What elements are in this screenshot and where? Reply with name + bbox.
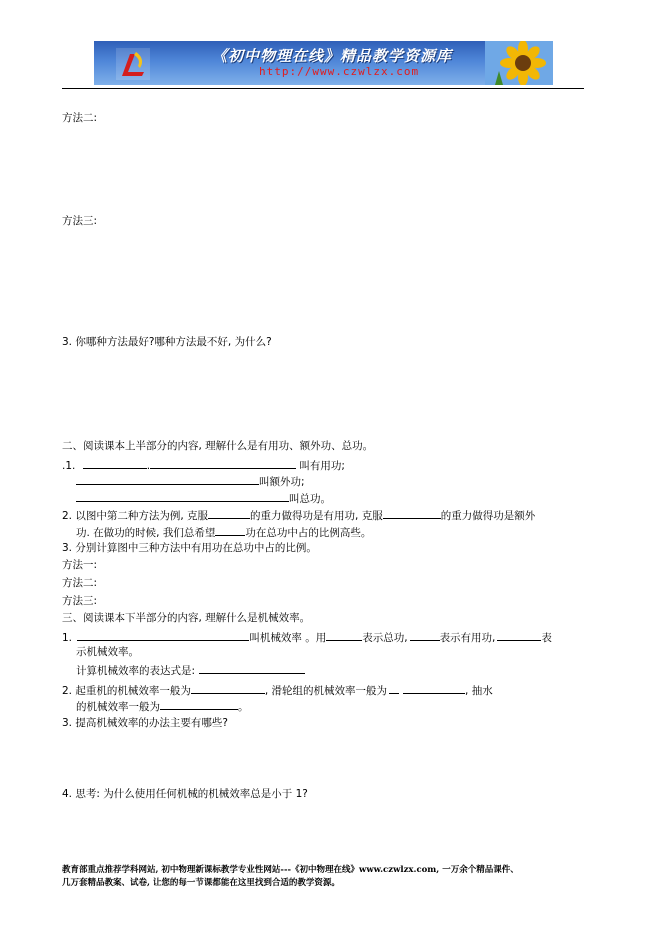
s3-item-1-text-c: 表示总功, <box>362 632 408 644</box>
blank-pump-efficiency[interactable] <box>160 698 238 710</box>
blank-useful-symbol[interactable] <box>410 629 440 641</box>
s3-item-1-text-e: 表 <box>541 632 552 644</box>
section-2-title: 二、阅读课本上半部分的内容, 理解什么是有用功、额外功、总功。 <box>62 440 374 452</box>
blank-useful-object[interactable] <box>208 507 250 519</box>
s3-item-2-line-b <box>76 698 249 714</box>
s2-item-2-text-c: 的重力做得功是额外 <box>440 510 536 522</box>
blank-efficiency-symbol[interactable] <box>497 629 541 641</box>
s3-item-1-line-b: 示机械效率。 <box>76 646 139 658</box>
header-banner <box>94 41 553 85</box>
s2-useful-work-text: 叫有用功; <box>299 460 345 472</box>
question-3: 3. 你哪种方法最好?哪种方法最不好, 为什么? <box>62 336 272 348</box>
blank-extra-work[interactable] <box>76 473 259 485</box>
s2-item-1-number: .1. <box>62 460 76 472</box>
s2-item-2-text-e: 功在总功中占的比例高些。 <box>245 527 372 539</box>
blank-crane-efficiency[interactable] <box>191 682 265 694</box>
s3-item-1-line-a <box>62 629 552 645</box>
blank-efficiency-formula[interactable] <box>199 662 305 674</box>
method2-label-top: 方法二: <box>62 112 98 124</box>
s3-item-2-text-b: , 滑轮组的机械效率一般为 <box>264 685 388 697</box>
blank-pulley-efficiency[interactable] <box>403 682 465 694</box>
s3-item-4: 4. 思考: 为什么使用任何机械的机械效率总是小于 1? <box>62 788 308 800</box>
s2-item-1-line-c <box>76 490 331 506</box>
header-divider <box>62 88 584 89</box>
blank-total-symbol[interactable] <box>326 629 362 641</box>
site-logo-icon <box>116 48 150 80</box>
footer-line-2: 几万套精品教案、试卷, 让您的每一节课都能在这里找到合适的教学资源。 <box>62 878 340 888</box>
blank-efficiency-def[interactable] <box>77 629 249 641</box>
blank-total-work[interactable] <box>76 490 289 502</box>
s2-item-2-line-a <box>62 507 535 523</box>
s3-item-1-text-d: 表示有用功, <box>439 632 496 644</box>
method-1-label: 方法一: <box>62 559 98 571</box>
s2-item-1-dot: . <box>146 460 151 472</box>
banner-url[interactable]: http://www.czwlzx.com <box>259 65 420 78</box>
s3-item-2-text-e: 。 <box>238 701 249 713</box>
method-3-label: 方法三: <box>62 595 98 607</box>
s3-item-2-text-c: , 抽水 <box>465 685 493 697</box>
method-2-label: 方法二: <box>62 577 98 589</box>
s3-item-1-line-c <box>76 662 305 678</box>
section-3-title: 三、阅读课本下半部分的内容, 理解什么是机械效率。 <box>62 612 311 624</box>
s3-item-1-text-b: 叫机械效率 。用 <box>249 632 327 644</box>
blank-useful-work-2[interactable] <box>150 457 296 469</box>
s2-extra-work-text: 叫额外功; <box>259 476 305 488</box>
s2-item-1-line-b <box>76 473 305 489</box>
sunflower-icon <box>485 41 553 85</box>
s3-item-2-text-d: 的机械效率一般为 <box>76 701 160 713</box>
blank-pulley-prefix <box>389 682 399 694</box>
s3-item-1-number: 1. <box>62 632 73 644</box>
s2-item-2-line-b <box>76 524 371 540</box>
s2-item-2-text-b: 的重力做得功是有用功, 克服 <box>250 510 383 522</box>
s3-formula-label: 计算机械效率的表达式是: <box>76 665 196 677</box>
blank-hope-work[interactable] <box>215 524 245 536</box>
s2-total-work-text: 叫总功。 <box>289 493 331 505</box>
s3-item-3: 3. 提高机械效率的办法主要有哪些? <box>62 717 228 729</box>
blank-extra-object[interactable] <box>383 507 441 519</box>
s2-item-2-text-d: 功. 在做功的时候, 我们总希望 <box>76 527 216 539</box>
blank-useful-work-1[interactable] <box>83 457 147 469</box>
banner-title: 《初中物理在线》精品教学资源库 <box>212 47 453 65</box>
s2-item-1-line-a <box>62 457 345 473</box>
s2-item-3: 3. 分别计算图中三种方法中有用功在总功中占的比例。 <box>62 542 317 554</box>
footer-line-1: 教育部重点推荐学科网站, 初中物理新课标教学专业性网站---《初中物理在线》www.czwlzx.com, 一万余个精品课件、 <box>62 865 519 875</box>
s3-item-2-text-a: 2. 起重机的机械效率一般为 <box>62 685 191 697</box>
s3-item-2-line-a <box>62 682 493 698</box>
s2-item-2-text-a: 2. 以图中第二种方法为例, 克服 <box>62 510 209 522</box>
method3-label-top: 方法三: <box>62 215 98 227</box>
